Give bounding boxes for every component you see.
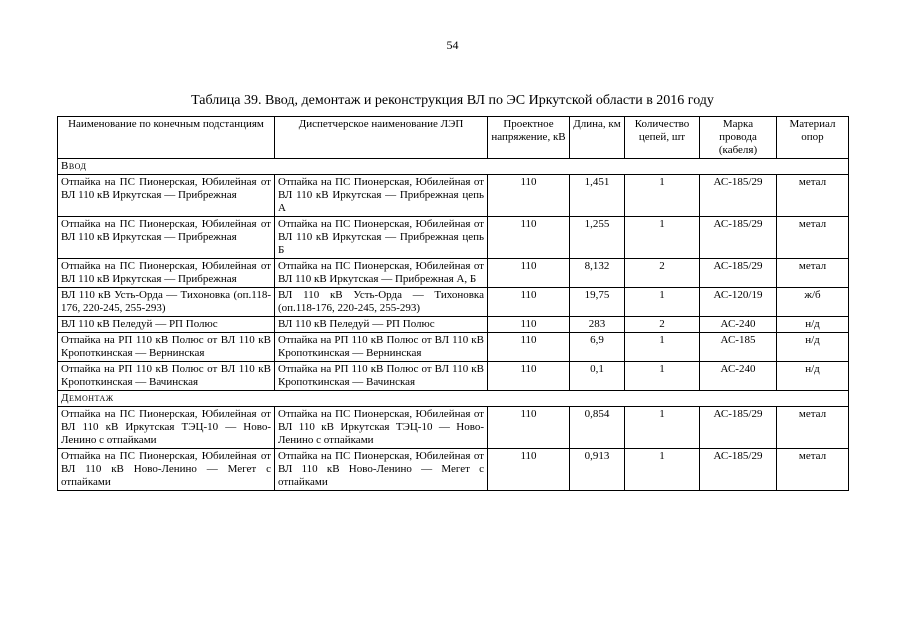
table-row — [58, 175, 849, 217]
table-cell: АС-185/29 — [700, 217, 777, 259]
section-label: Демонтаж — [58, 391, 849, 407]
table-cell: АС-120/19 — [700, 288, 777, 317]
table-body — [58, 159, 849, 491]
table-cell: 0,1 — [570, 362, 625, 391]
table-cell: 110 — [488, 407, 570, 449]
header-cell: Диспетчерское наименование ЛЭП — [275, 117, 488, 159]
page-number: 54 — [446, 38, 459, 52]
table-cell: 283 — [570, 317, 625, 333]
table-cell: АС-185 — [700, 333, 777, 362]
table-cell: метал — [777, 217, 849, 259]
table-cell: 1 — [625, 288, 700, 317]
table-cell: н/д — [777, 362, 849, 391]
table-cell: Отпайка на ПС Пионерская, Юбилейная от ВЛ 110 кВ Иркутская ТЭЦ-10 — Ново-Ленино с отпайками — [58, 407, 275, 449]
header-cell: Наименование по конечным подстанциям — [58, 117, 275, 159]
table-cell: АС-240 — [700, 362, 777, 391]
table-cell: Отпайка на РП 110 кВ Полюс от ВЛ 110 кВ Кропоткинская — Вернинская — [58, 333, 275, 362]
table-cell: АС-185/29 — [700, 407, 777, 449]
table-cell: метал — [777, 259, 849, 288]
table-cell: АС-240 — [700, 317, 777, 333]
table-row — [58, 288, 849, 317]
table-cell: ВЛ 110 кВ Пеледуй — РП Полюс — [58, 317, 275, 333]
table-cell: ВЛ 110 кВ Пеледуй — РП Полюс — [275, 317, 488, 333]
table-cell: 1 — [625, 407, 700, 449]
table-cell: 1 — [625, 217, 700, 259]
section-row — [58, 159, 849, 175]
table-cell: 1 — [625, 333, 700, 362]
table-cell: 2 — [625, 317, 700, 333]
table-cell: 110 — [488, 449, 570, 491]
table-cell: 0,854 — [570, 407, 625, 449]
table-cell: метал — [777, 407, 849, 449]
table-cell: Отпайка на ПС Пионерская, Юбилейная от ВЛ 110 кВ Иркутская — Прибрежная цепь А — [275, 175, 488, 217]
table-cell: АС-185/29 — [700, 175, 777, 217]
table-row — [58, 449, 849, 491]
header-row — [58, 117, 849, 159]
table-cell: Отпайка на РП 110 кВ Полюс от ВЛ 110 кВ Кропоткинская — Вачинская — [275, 362, 488, 391]
table-cell: 0,913 — [570, 449, 625, 491]
table-row — [58, 217, 849, 259]
table-cell: н/д — [777, 333, 849, 362]
table-cell: Отпайка на ПС Пионерская, Юбилейная от ВЛ 110 кВ Ново-Ленино — Мегет с отпайками — [275, 449, 488, 491]
table-cell: Отпайка на РП 110 кВ Полюс от ВЛ 110 кВ Кропоткинская — Вернинская — [275, 333, 488, 362]
table-cell: н/д — [777, 317, 849, 333]
table-cell: 110 — [488, 362, 570, 391]
header-cell: Проектное напряжение, кВ — [488, 117, 570, 159]
table-cell: 8,132 — [570, 259, 625, 288]
header-cell: Марка провода (кабеля) — [700, 117, 777, 159]
table-cell: 110 — [488, 317, 570, 333]
table-cell: 110 — [488, 259, 570, 288]
table-cell: Отпайка на ПС Пионерская, Юбилейная от ВЛ 110 кВ Иркутская ТЭЦ-10 — Ново-Ленино с отпайками — [275, 407, 488, 449]
table-cell: Отпайка на ПС Пионерская, Юбилейная от ВЛ 110 кВ Иркутская — Прибрежная — [58, 217, 275, 259]
table-cell: 1,255 — [570, 217, 625, 259]
table-cell: 19,75 — [570, 288, 625, 317]
table-cell: АС-185/29 — [700, 259, 777, 288]
table-cell: метал — [777, 175, 849, 217]
table-cell: ВЛ 110 кВ Усть-Орда — Тихоновка (оп.118-176, 220-245, 255-293) — [58, 288, 275, 317]
section-label: Ввод — [58, 159, 849, 175]
table-cell: 1 — [625, 175, 700, 217]
table-cell: 6,9 — [570, 333, 625, 362]
table-cell: АС-185/29 — [700, 449, 777, 491]
table-cell: Отпайка на ПС Пионерская, Юбилейная от ВЛ 110 кВ Иркутская — Прибрежная — [58, 259, 275, 288]
header-cell: Длина, км — [570, 117, 625, 159]
table-cell: 110 — [488, 333, 570, 362]
table-title: Таблица 39. Ввод, демонтаж и реконструкция ВЛ по ЭС Иркутской области в 2016 году — [191, 93, 714, 108]
table-cell: Отпайка на ПС Пионерская, Юбилейная от ВЛ 110 кВ Иркутская — Прибрежная — [58, 175, 275, 217]
section-row — [58, 391, 849, 407]
table-cell: 1 — [625, 449, 700, 491]
table-cell: ВЛ 110 кВ Усть-Орда — Тихоновка (оп.118-176, 220-245, 255-293) — [275, 288, 488, 317]
table-cell: 1,451 — [570, 175, 625, 217]
table-cell: 110 — [488, 217, 570, 259]
table-cell: ж/б — [777, 288, 849, 317]
table-row — [58, 259, 849, 288]
table-cell: 2 — [625, 259, 700, 288]
table-row — [58, 407, 849, 449]
table-cell: Отпайка на ПС Пионерская, Юбилейная от ВЛ 110 кВ Иркутская — Прибрежная цепь Б — [275, 217, 488, 259]
table-cell: 110 — [488, 175, 570, 217]
table-row — [58, 362, 849, 391]
table-cell: 1 — [625, 362, 700, 391]
table-cell: Отпайка на ПС Пионерская, Юбилейная от ВЛ 110 кВ Ново-Ленино — Мегет с отпайками — [58, 449, 275, 491]
header-cell: Материал опор — [777, 117, 849, 159]
table-cell: Отпайка на РП 110 кВ Полюс от ВЛ 110 кВ Кропоткинская — Вачинская — [58, 362, 275, 391]
table-row — [58, 317, 849, 333]
table-row — [58, 333, 849, 362]
lines-table — [57, 116, 849, 491]
table-cell: метал — [777, 449, 849, 491]
table-cell: Отпайка на ПС Пионерская, Юбилейная от ВЛ 110 кВ Иркутская — Прибрежная А, Б — [275, 259, 488, 288]
header-cell: Количество цепей, шт — [625, 117, 700, 159]
table-cell: 110 — [488, 288, 570, 317]
